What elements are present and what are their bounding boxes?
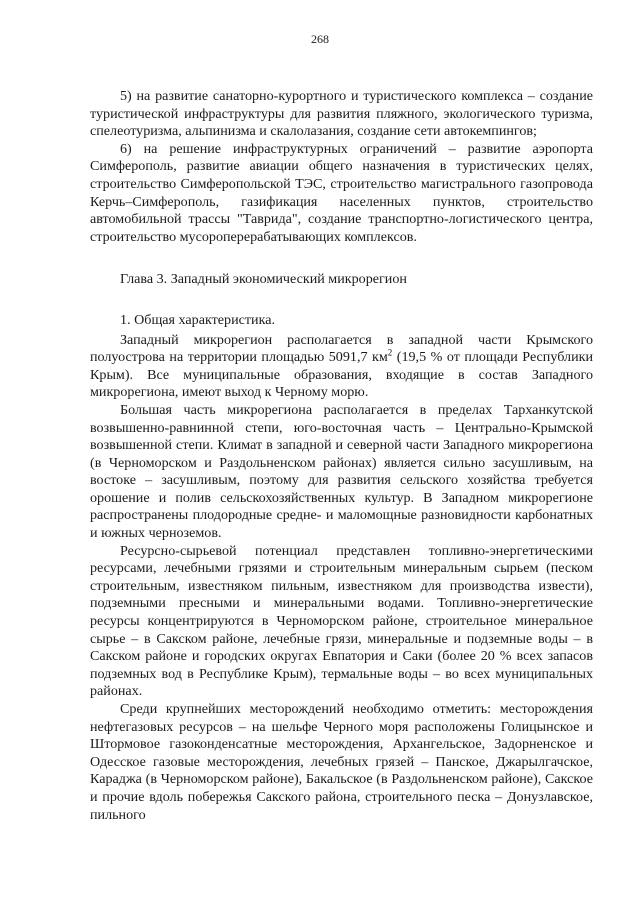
page-body [90,88,593,824]
paragraph-climate: Большая часть микрорегиона располагается в пределах Тарханкутской возвышенно-равнинной степи, юго-восточная часть – Центрально-Крымской возвышенной степи. Климат в западной и северной части Западного микрорегиона (в Черноморском и Раздольненском районах) является сильно засушливым, на востоке – засушливым, поэтому для развития сельского хозяйства требуется орошение и полив сельскохозяйственных культур. В Западном микрорегионе распространены плодородные средне- и маломощные разновидности карбонатных и южных черноземов. [90,401,593,542]
unit-superscript: 2 [387,347,393,358]
list-item-6: 6) на решение инфраструктурных ограничений – развитие аэропорта Симферополь, развитие авиации общего назначения в туристических целях, строительство Симферопольской ТЭС, строительство магистрального газопровода Керчь–Симферополь, газификация населенных пунктов, строительство автомобильной трассы "Таврида", создание транспортно-логистического центра, строительство мусороперерабатывающих комплексов. [90,140,593,245]
list-item-5: 5) на развитие санаторно-курортного и туристического комплекса – создание туристической инфраструктуры для развития пляжного, экологического туризма, спелеотуризма, альпинизма и скалолазания, создание сети автокемпингов; [90,88,593,140]
page-number: 268 [311,32,329,46]
paragraph-deposits: Среди крупнейших месторождений необходимо отметить: месторождения нефтегазовых ресурсов – на шельфе Черного моря расположены Голицынское и Штормовое газоконденсатные месторождения, Архангельское, Задорненское и Одесское газовые месторождения, лечебных грязей – Панское, Джарылгачское, Караджа (в Черноморском районе), Бакальское (в Раздольненском районе), Сакское и прочие вдоль побережья Сакского района, строительного песка – Донузлавское, пильного [90,701,593,823]
paragraph-area-text: Западный микрорегион располагается в западной части Крымского полуострова на территории площадью 5091,7 км [90,331,593,366]
paragraph-area-text-end: (19,5 % от площади Республики Крым). Все муниципальные образования, входящие в состав Западного микрорегиона, имеют выход к Черному морю. [90,349,593,401]
section-title: 1. Общая характеристика. [120,311,276,328]
paragraph-area [90,332,593,402]
chapter-title: Глава 3. Западный экономический микрорегион [120,271,407,288]
paragraph-resources: Ресурсно-сырьевой потенциал представлен топливно-энергетическими ресурсами, лечебными грязями и строительным минеральным сырьем (песком строительным, известняком пильным, известняком для производства извести), подземными пресными и минеральными водами. Топливно-энергетические ресурсы концентрируются в Черноморском районе, строительное минеральное сырье – в Сакском районе, лечебные грязи, минеральные и подземные воды – в Сакском районе и городских округах Евпатория и Саки (более 20 % всех запасов подземных вод в Республике Крым), термальные воды – во всех муниципальных районах. [90,542,593,700]
